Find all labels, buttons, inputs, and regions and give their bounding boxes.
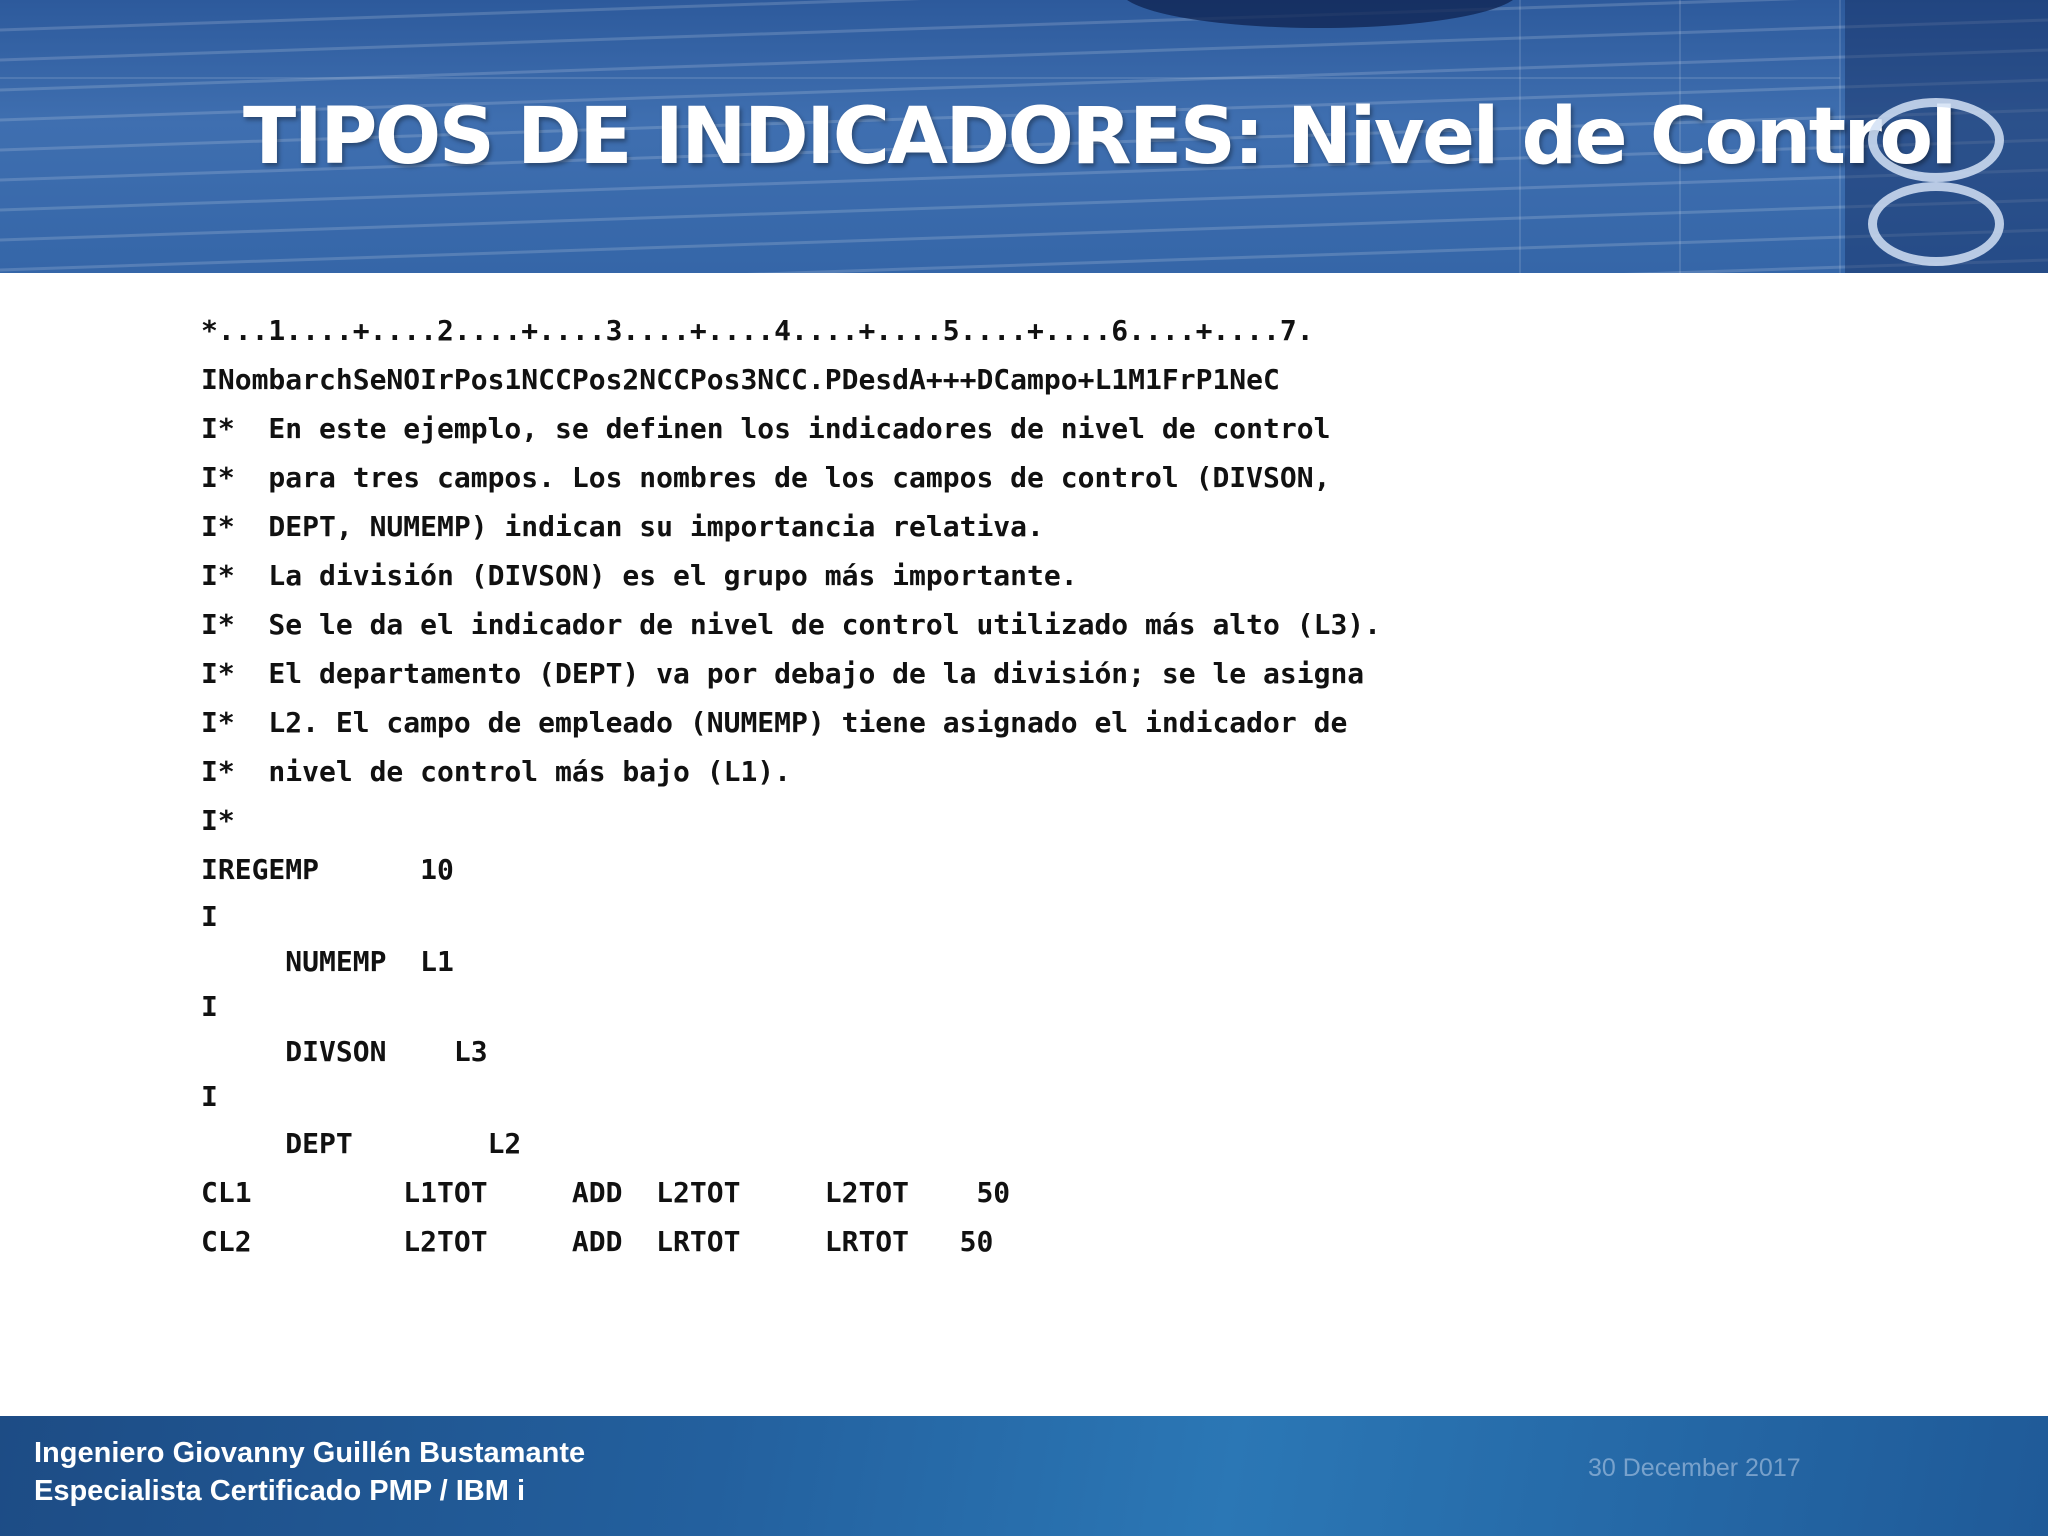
slide-date: 30 December 2017 xyxy=(1588,1454,1801,1482)
code-line-comment: I* L2. El campo de empleado (NUMEMP) tiene asignado el indicador de xyxy=(201,706,1348,739)
code-line-record: IREGEMP 10 xyxy=(201,853,454,886)
code-line-comment: I* xyxy=(201,804,235,837)
code-line-comment: I* En este ejemplo, se definen los indicadores de nivel de control xyxy=(201,412,1331,445)
code-line-calc: CL1 L1TOT ADD L2TOT L2TOT 50 xyxy=(201,1176,1011,1209)
author-name: Ingeniero Giovanny Guillén Bustamante xyxy=(34,1437,586,1469)
ring-logo-bottom xyxy=(1868,182,2004,266)
code-listing xyxy=(201,306,1381,1266)
code-line-field: DIVSON L3 xyxy=(201,1035,488,1068)
footer-banner xyxy=(0,1416,2048,1536)
code-line-ruler: *...1....+....2....+....3....+....4....+....5....+....6....+....7. xyxy=(201,314,1314,347)
code-line-comment: I* para tres campos. Los nombres de los campos de control (DIVSON, xyxy=(201,461,1331,494)
code-line-spec-header: INombarchSeNOIrPos1NCCPos2NCCPos3NCC.PDesdA+++DCampo+L1M1FrP1NeC xyxy=(201,363,1280,396)
code-line-field: DEPT L2 xyxy=(201,1127,522,1160)
code-line-comment: I* La división (DIVSON) es el grupo más importante. xyxy=(201,559,1078,592)
header-banner xyxy=(0,0,2048,273)
code-line-comment: I* Se le da el indicador de nivel de control utilizado más alto (L3). xyxy=(201,608,1382,641)
code-line-input: I xyxy=(201,900,218,933)
author-credential: Especialista Certificado PMP / IBM i xyxy=(34,1475,526,1507)
code-line-field: NUMEMP L1 xyxy=(201,945,454,978)
code-line-input: I xyxy=(201,990,218,1023)
code-line-comment: I* El departamento (DEPT) va por debajo de la división; se le asigna xyxy=(201,657,1365,690)
code-line-comment: I* DEPT, NUMEMP) indican su importancia relativa. xyxy=(201,510,1044,543)
code-line-calc: CL2 L2TOT ADD LRTOT LRTOT 50 xyxy=(201,1225,994,1258)
author-block xyxy=(34,1434,585,1510)
ring-logo-top xyxy=(1868,98,2004,182)
code-line-input: I xyxy=(201,1080,218,1113)
code-line-comment: I* nivel de control más bajo (L1). xyxy=(201,755,792,788)
slide-title: TIPOS DE INDICADORES: Nivel de Control xyxy=(243,92,1955,182)
